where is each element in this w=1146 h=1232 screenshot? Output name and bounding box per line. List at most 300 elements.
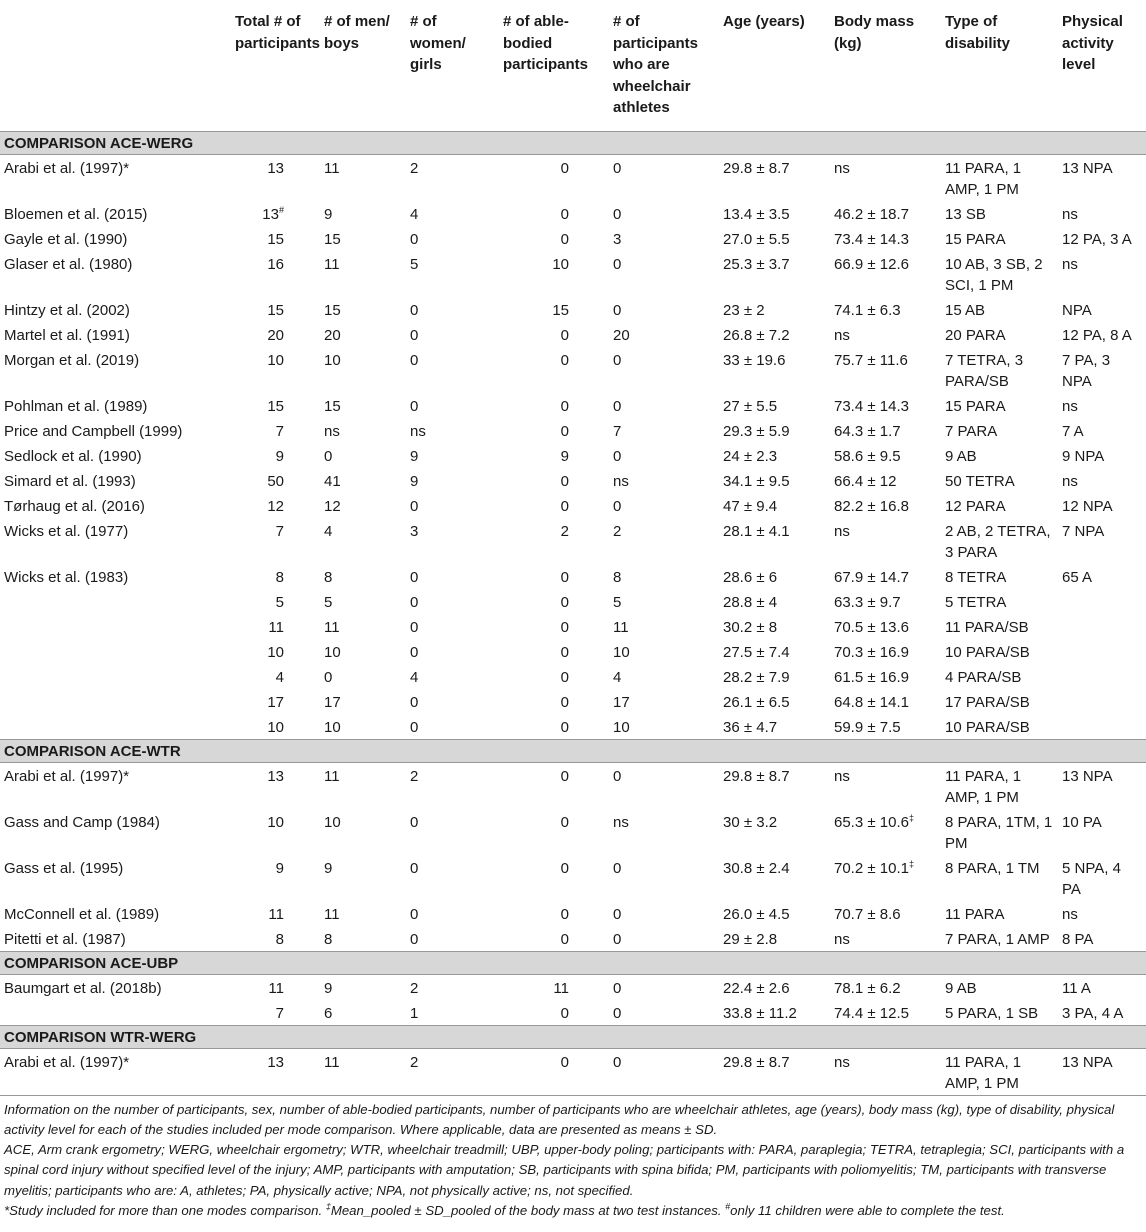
cell-ab: 15 bbox=[552, 301, 569, 319]
cell-mass: 70.3 ± 16.9 bbox=[834, 643, 909, 661]
table-body bbox=[0, 131, 1146, 1095]
cell-study: Sedlock et al. (1990) bbox=[4, 447, 142, 465]
cell-ab: 0 bbox=[560, 767, 569, 785]
cell-total: 7 bbox=[275, 1004, 284, 1022]
column-header-8: Type of disability bbox=[941, 0, 1058, 131]
cell-age: 33 ± 19.6 bbox=[723, 351, 786, 369]
table-row bbox=[0, 297, 1146, 322]
cell-women: 0 bbox=[410, 718, 419, 736]
cell-pal: 7 A bbox=[1062, 422, 1084, 440]
cell-wa: 5 bbox=[613, 593, 622, 611]
cell-men: 0 bbox=[324, 668, 333, 686]
cell-age: 24 ± 2.3 bbox=[723, 447, 778, 465]
cell-pal: 8 PA bbox=[1062, 930, 1094, 948]
cell-ab: 0 bbox=[560, 905, 569, 923]
cell-disability: 10 AB, 3 SB, 2 SCI, 1 PM bbox=[945, 255, 1043, 294]
cell-ab: 0 bbox=[560, 930, 569, 948]
cell-mass: ns bbox=[834, 767, 850, 785]
cell-disability: 7 PARA bbox=[945, 422, 998, 440]
cell-men: 11 bbox=[324, 618, 340, 636]
cell-disability: 5 PARA, 1 SB bbox=[945, 1004, 1039, 1022]
cell-pal bbox=[1058, 639, 1146, 664]
cell-women: 9 bbox=[410, 472, 419, 490]
cell-disability: 50 TETRA bbox=[945, 472, 1015, 490]
cell-disability: 11 PARA, 1 AMP, 1 PM bbox=[941, 1048, 1058, 1095]
cell-study: Pitetti et al. (1987) bbox=[4, 930, 126, 948]
table-row bbox=[0, 809, 1146, 855]
cell-ab: 0 bbox=[499, 1048, 609, 1095]
cell-study: Hintzy et al. (2002) bbox=[4, 301, 130, 319]
cell-men: 15 bbox=[324, 230, 341, 248]
section-header-row bbox=[0, 739, 1146, 762]
cell-mass: 70.2 ± 10.1‡ bbox=[834, 858, 914, 877]
cell-age: 25.3 ± 3.7 bbox=[723, 255, 790, 273]
table-row bbox=[0, 347, 1146, 393]
cell-age: 28.2 ± 7.9 bbox=[723, 668, 790, 686]
cell-mass: 66.4 ± 12 bbox=[834, 472, 897, 490]
cell-pal bbox=[1058, 589, 1146, 614]
cell-disability: 2 AB, 2 TETRA, 3 PARA bbox=[945, 522, 1051, 561]
table-row bbox=[0, 762, 1146, 809]
cell-total: 4 bbox=[275, 668, 284, 686]
cell-men: 10 bbox=[324, 351, 341, 369]
cell-mass: 63.3 ± 9.7 bbox=[834, 593, 901, 611]
cell-ab: 9 bbox=[560, 447, 569, 465]
cell-disability: 15 PARA bbox=[945, 397, 1006, 415]
table-notes bbox=[0, 1096, 1146, 1222]
cell-study bbox=[0, 689, 231, 714]
cell-age: 27.5 ± 7.4 bbox=[723, 643, 790, 661]
cell-wa: 0 bbox=[613, 930, 622, 948]
cell-pal: 10 PA bbox=[1062, 813, 1102, 831]
cell-pal: ns bbox=[1062, 905, 1078, 923]
column-header-4: # of able-bodied participants bbox=[499, 0, 609, 131]
cell-total: 9 bbox=[275, 447, 284, 465]
cell-disability: 9 AB bbox=[945, 447, 977, 465]
cell-men: 11 bbox=[320, 1048, 406, 1095]
cell-women: 0 bbox=[410, 497, 419, 515]
cell-study: Gass et al. (1995) bbox=[4, 859, 124, 877]
cell-men: 0 bbox=[324, 447, 333, 465]
cell-ab: 0 bbox=[560, 593, 569, 611]
cell-total: 12 bbox=[267, 497, 284, 515]
cell-wa: 0 bbox=[613, 205, 622, 223]
cell-total: 10 bbox=[267, 643, 284, 661]
cell-wa: 10 bbox=[613, 643, 630, 661]
table-row bbox=[0, 589, 1146, 614]
table-row bbox=[0, 493, 1146, 518]
cell-study: Wicks et al. (1983) bbox=[4, 568, 129, 586]
cell-men: ns bbox=[324, 422, 340, 440]
cell-men: 9 bbox=[324, 205, 333, 223]
cell-age: 30.2 ± 8 bbox=[723, 618, 778, 636]
cell-wa: 0 bbox=[613, 767, 622, 785]
cell-total: 11 bbox=[268, 905, 284, 923]
cell-ab: 0 bbox=[560, 326, 569, 344]
cell-ab: 0 bbox=[560, 668, 569, 686]
cell-study: McConnell et al. (1989) bbox=[4, 905, 160, 923]
cell-pal: ns bbox=[1062, 397, 1078, 415]
cell-women: 0 bbox=[410, 618, 419, 636]
cell-women: 0 bbox=[410, 301, 419, 319]
cell-disability: 10 PARA/SB bbox=[945, 718, 1030, 736]
cell-pal: 7 PA, 3 NPA bbox=[1062, 351, 1111, 390]
cell-age: 23 ± 2 bbox=[723, 301, 765, 319]
table-row bbox=[0, 393, 1146, 418]
cell-men: 17 bbox=[324, 693, 341, 711]
cell-wa: 0 bbox=[613, 1004, 622, 1022]
cell-age: 47 ± 9.4 bbox=[723, 497, 778, 515]
cell-pal bbox=[1058, 614, 1146, 639]
cell-men: 10 bbox=[324, 643, 341, 661]
cell-wa: 0 bbox=[613, 301, 622, 319]
cell-pal bbox=[1058, 689, 1146, 714]
cell-ab: 2 bbox=[560, 522, 569, 540]
cell-study bbox=[0, 1000, 231, 1026]
section-title: COMPARISON ACE-WTR bbox=[0, 739, 1146, 762]
cell-disability: 9 AB bbox=[945, 979, 977, 997]
note-symbols: *Study included for more than one modes comparison. ‡Mean_pooled ± SD_pooled of the body mass at two test instances. #only 11 children were able to complete the test. bbox=[4, 1201, 1005, 1218]
table-row bbox=[0, 518, 1146, 564]
cell-total: 8 bbox=[275, 568, 284, 586]
table-row bbox=[0, 468, 1146, 493]
cell-men: 15 bbox=[324, 301, 341, 319]
cell-study bbox=[0, 589, 231, 614]
cell-pal: 13 NPA bbox=[1058, 1048, 1146, 1095]
cell-total: 11 bbox=[268, 618, 284, 636]
cell-age: 27 ± 5.5 bbox=[723, 397, 778, 415]
cell-wa: 20 bbox=[613, 326, 630, 344]
cell-ab: 0 bbox=[560, 568, 569, 586]
cell-women: 1 bbox=[410, 1004, 419, 1022]
cell-mass: ns bbox=[834, 522, 850, 540]
cell-pal: ns bbox=[1062, 205, 1078, 223]
cell-women: 0 bbox=[410, 568, 419, 586]
cell-ab: 0 bbox=[560, 230, 569, 248]
table-row bbox=[0, 926, 1146, 952]
table-row bbox=[0, 251, 1146, 297]
cell-disability: 12 PARA bbox=[945, 497, 1006, 515]
section-title: COMPARISON ACE-UBP bbox=[0, 951, 1146, 974]
cell-men: 12 bbox=[324, 497, 341, 515]
cell-study bbox=[0, 639, 231, 664]
cell-age: 26.8 ± 7.2 bbox=[723, 326, 790, 344]
cell-women: 4 bbox=[410, 668, 419, 686]
cell-wa: 0 bbox=[613, 497, 622, 515]
cell-women: 0 bbox=[410, 693, 419, 711]
cell-study: Baumgart et al. (2018b) bbox=[4, 979, 162, 997]
cell-mass: ns bbox=[834, 326, 850, 344]
cell-total: 7 bbox=[275, 522, 284, 540]
cell-disability: 11 PARA, 1 AMP, 1 PM bbox=[945, 159, 1022, 198]
table-row bbox=[0, 1048, 1146, 1095]
column-header-7: Body mass (kg) bbox=[830, 0, 941, 131]
note-description: Information on the number of participants, sex, number of able-bodied participants, number of participants who are wheelchair athletes, age (years), body mass (kg), type of disability, physical activity level for each of the studies included per mode comparison. Where applicable, data are presented as means ± SD. bbox=[4, 1101, 1115, 1137]
cell-study bbox=[0, 614, 231, 639]
cell-age: 27.0 ± 5.5 bbox=[723, 230, 790, 248]
cell-women: 0 bbox=[410, 905, 419, 923]
cell-mass: 64.8 ± 14.1 bbox=[834, 693, 909, 711]
cell-ab: 0 bbox=[560, 1004, 569, 1022]
cell-men: 8 bbox=[324, 930, 333, 948]
cell-pal: 13 NPA bbox=[1062, 767, 1113, 785]
cell-ab: 0 bbox=[560, 813, 569, 831]
cell-study: Morgan et al. (2019) bbox=[4, 351, 140, 369]
cell-wa: 0 bbox=[613, 979, 622, 997]
cell-ab: 0 bbox=[560, 643, 569, 661]
cell-age: 34.1 ± 9.5 bbox=[723, 472, 790, 490]
cell-age: 13.4 ± 3.5 bbox=[723, 205, 790, 223]
table-row bbox=[0, 1000, 1146, 1026]
cell-age: 33.8 ± 11.2 bbox=[723, 1004, 797, 1022]
cell-men: 41 bbox=[324, 472, 341, 490]
table-row bbox=[0, 418, 1146, 443]
cell-disability: 7 PARA, 1 AMP bbox=[945, 930, 1050, 948]
cell-total: 11 bbox=[268, 979, 284, 997]
table-row bbox=[0, 664, 1146, 689]
cell-mass: 59.9 ± 7.5 bbox=[834, 718, 901, 736]
cell-total: 7 bbox=[275, 422, 284, 440]
cell-total: 5 bbox=[275, 593, 284, 611]
section-header-row bbox=[0, 1025, 1146, 1048]
cell-wa: 17 bbox=[613, 693, 630, 711]
cell-ab: 0 bbox=[560, 472, 569, 490]
cell-ab: 0 bbox=[560, 859, 569, 877]
cell-age: 29.8 ± 8.7 bbox=[719, 1048, 830, 1095]
cell-study: Gayle et al. (1990) bbox=[4, 230, 128, 248]
cell-study: Wicks et al. (1977) bbox=[4, 522, 129, 540]
cell-women: ns bbox=[410, 422, 426, 440]
cell-wa: 0 bbox=[613, 397, 622, 415]
section-header-row bbox=[0, 131, 1146, 154]
cell-women: 0 bbox=[410, 593, 419, 611]
cell-women: 3 bbox=[410, 522, 419, 540]
cell-wa: 0 bbox=[609, 1048, 719, 1095]
section-title: COMPARISON ACE-WERG bbox=[0, 131, 1146, 154]
cell-men: 5 bbox=[324, 593, 333, 611]
cell-wa: 10 bbox=[613, 718, 630, 736]
column-header-9: Physical activity level bbox=[1058, 0, 1146, 131]
cell-women: 2 bbox=[410, 767, 419, 785]
table-row bbox=[0, 226, 1146, 251]
cell-pal: 12 NPA bbox=[1062, 497, 1113, 515]
cell-disability: 11 PARA, 1 AMP, 1 PM bbox=[945, 767, 1022, 806]
cell-disability: 8 TETRA bbox=[945, 568, 1007, 586]
cell-women: 0 bbox=[410, 643, 419, 661]
cell-study: Arabi et al. (1997)* bbox=[4, 159, 130, 177]
cell-total: 10 bbox=[267, 813, 284, 831]
cell-study: Gass and Camp (1984) bbox=[4, 813, 160, 831]
cell-study bbox=[0, 664, 231, 689]
cell-pal: ns bbox=[1062, 472, 1078, 490]
cell-mass: 65.3 ± 10.6‡ bbox=[834, 812, 914, 831]
cell-total: 13 bbox=[267, 159, 284, 177]
cell-women: 2 bbox=[406, 1048, 499, 1095]
cell-mass: 78.1 ± 6.2 bbox=[834, 979, 901, 997]
cell-pal: 7 NPA bbox=[1062, 522, 1105, 540]
cell-men: 10 bbox=[324, 813, 341, 831]
cell-ab: 10 bbox=[552, 255, 569, 273]
section-header-row bbox=[0, 951, 1146, 974]
cell-pal: 12 PA, 3 A bbox=[1062, 230, 1132, 248]
cell-total: 50 bbox=[267, 472, 284, 490]
cell-pal: 5 NPA, 4 PA bbox=[1062, 859, 1121, 898]
table-row bbox=[0, 901, 1146, 926]
cell-pal bbox=[1058, 714, 1146, 740]
cell-mass: 73.4 ± 14.3 bbox=[834, 230, 909, 248]
cell-wa: 11 bbox=[613, 618, 629, 636]
cell-ab: 0 bbox=[560, 351, 569, 369]
cell-age: 26.1 ± 6.5 bbox=[723, 693, 790, 711]
cell-study: Glaser et al. (1980) bbox=[4, 255, 133, 273]
cell-men: 11 bbox=[324, 767, 340, 785]
table-row bbox=[0, 201, 1146, 226]
cell-ab: 0 bbox=[560, 693, 569, 711]
table-row bbox=[0, 714, 1146, 740]
table-row bbox=[0, 689, 1146, 714]
cell-total: 17 bbox=[267, 693, 284, 711]
cell-men: 9 bbox=[324, 979, 333, 997]
cell-total: 10 bbox=[267, 351, 284, 369]
cell-pal: 13 NPA bbox=[1062, 159, 1113, 177]
table-row bbox=[0, 614, 1146, 639]
cell-age: 30.8 ± 2.4 bbox=[723, 859, 790, 877]
cell-mass: 73.4 ± 14.3 bbox=[834, 397, 909, 415]
cell-wa: 2 bbox=[613, 522, 622, 540]
cell-disability: 4 PARA/SB bbox=[945, 668, 1022, 686]
cell-age: 26.0 ± 4.5 bbox=[723, 905, 790, 923]
cell-disability: 8 PARA, 1TM, 1 PM bbox=[945, 813, 1053, 852]
cell-study: Tørhaug et al. (2016) bbox=[4, 497, 145, 515]
cell-disability: 7 TETRA, 3 PARA/SB bbox=[945, 351, 1024, 390]
cell-women: 0 bbox=[410, 930, 419, 948]
cell-total: 16 bbox=[267, 255, 284, 273]
cell-total: 20 bbox=[267, 326, 284, 344]
cell-women: 0 bbox=[410, 813, 419, 831]
cell-ab: 0 bbox=[560, 497, 569, 515]
cell-disability: 8 PARA, 1 TM bbox=[945, 859, 1040, 877]
cell-ab: 0 bbox=[560, 618, 569, 636]
cell-men: 6 bbox=[324, 1004, 333, 1022]
cell-ab: 0 bbox=[560, 422, 569, 440]
cell-disability: 11 PARA/SB bbox=[945, 618, 1029, 636]
cell-total: 13# bbox=[262, 204, 284, 223]
cell-wa: ns bbox=[613, 813, 629, 831]
column-header-1: Total # of participants bbox=[231, 0, 320, 131]
cell-mass: 67.9 ± 14.7 bbox=[834, 568, 909, 586]
cell-wa: 0 bbox=[613, 351, 622, 369]
cell-disability: 10 PARA/SB bbox=[945, 643, 1030, 661]
table-row bbox=[0, 974, 1146, 1000]
cell-men: 11 bbox=[324, 159, 340, 177]
cell-men: 11 bbox=[324, 255, 340, 273]
cell-total: 15 bbox=[267, 230, 284, 248]
cell-study bbox=[0, 714, 231, 740]
cell-mass: 61.5 ± 16.9 bbox=[834, 668, 909, 686]
cell-pal: ns bbox=[1062, 255, 1078, 273]
cell-wa: 0 bbox=[613, 447, 622, 465]
cell-wa: 7 bbox=[613, 422, 622, 440]
cell-mass: ns bbox=[834, 159, 850, 177]
cell-ab: 0 bbox=[560, 205, 569, 223]
cell-mass: 74.1 ± 6.3 bbox=[834, 301, 901, 319]
cell-wa: 0 bbox=[613, 159, 622, 177]
cell-total: 13 bbox=[267, 767, 284, 785]
cell-women: 0 bbox=[410, 397, 419, 415]
cell-ab: 0 bbox=[560, 718, 569, 736]
cell-wa: ns bbox=[613, 472, 629, 490]
cell-mass: 74.4 ± 12.5 bbox=[834, 1004, 909, 1022]
cell-ab: 0 bbox=[560, 397, 569, 415]
cell-disability: 20 PARA bbox=[945, 326, 1006, 344]
cell-women: 2 bbox=[410, 159, 419, 177]
cell-women: 0 bbox=[410, 351, 419, 369]
cell-study: Arabi et al. (1997)* bbox=[0, 1048, 231, 1095]
cell-women: 5 bbox=[410, 255, 419, 273]
column-header-2: # of men/ boys bbox=[320, 0, 406, 131]
cell-age: 29 ± 2.8 bbox=[723, 930, 778, 948]
cell-study: Price and Campbell (1999) bbox=[4, 422, 183, 440]
table-row bbox=[0, 564, 1146, 589]
cell-mass: 82.2 ± 16.8 bbox=[834, 497, 909, 515]
table-row bbox=[0, 443, 1146, 468]
cell-disability: 13 SB bbox=[945, 205, 986, 223]
cell-disability: 5 TETRA bbox=[945, 593, 1007, 611]
cell-ab: 11 bbox=[553, 979, 569, 997]
cell-total: 15 bbox=[267, 397, 284, 415]
table-row bbox=[0, 639, 1146, 664]
cell-pal: 11 A bbox=[1062, 979, 1091, 997]
cell-women: 9 bbox=[410, 447, 419, 465]
cell-mass: ns bbox=[834, 930, 850, 948]
cell-total: 13 bbox=[231, 1048, 320, 1095]
cell-age: 28.6 ± 6 bbox=[723, 568, 778, 586]
cell-wa: 3 bbox=[613, 230, 622, 248]
table-row bbox=[0, 322, 1146, 347]
cell-men: 11 bbox=[324, 905, 340, 923]
cell-pal bbox=[1058, 664, 1146, 689]
cell-mass: 70.5 ± 13.6 bbox=[834, 618, 909, 636]
table-row bbox=[0, 855, 1146, 901]
cell-age: 22.4 ± 2.6 bbox=[723, 979, 790, 997]
cell-women: 0 bbox=[410, 230, 419, 248]
cell-age: 29.8 ± 8.7 bbox=[723, 159, 790, 177]
cell-men: 4 bbox=[324, 522, 333, 540]
cell-study: Pohlman et al. (1989) bbox=[4, 397, 148, 415]
cell-wa: 4 bbox=[613, 668, 622, 686]
cell-women: 2 bbox=[410, 979, 419, 997]
cell-wa: 8 bbox=[613, 568, 622, 586]
cell-mass: 75.7 ± 11.6 bbox=[834, 351, 908, 369]
cell-men: 10 bbox=[324, 718, 341, 736]
cell-men: 9 bbox=[324, 859, 333, 877]
cell-men: 8 bbox=[324, 568, 333, 586]
cell-women: 4 bbox=[410, 205, 419, 223]
cell-wa: 0 bbox=[613, 859, 622, 877]
cell-pal: NPA bbox=[1062, 301, 1092, 319]
cell-wa: 0 bbox=[613, 905, 622, 923]
cell-disability: 15 PARA bbox=[945, 230, 1006, 248]
cell-pal: 65 A bbox=[1062, 568, 1093, 586]
section-title: COMPARISON WTR-WERG bbox=[0, 1025, 1146, 1048]
cell-total: 9 bbox=[275, 859, 284, 877]
cell-pal: 3 PA, 4 A bbox=[1062, 1004, 1124, 1022]
cell-age: 29.3 ± 5.9 bbox=[723, 422, 790, 440]
header-row bbox=[0, 0, 1146, 131]
column-header-0 bbox=[0, 0, 231, 131]
cell-disability: 11 PARA bbox=[945, 905, 1005, 923]
cell-total: 15 bbox=[267, 301, 284, 319]
